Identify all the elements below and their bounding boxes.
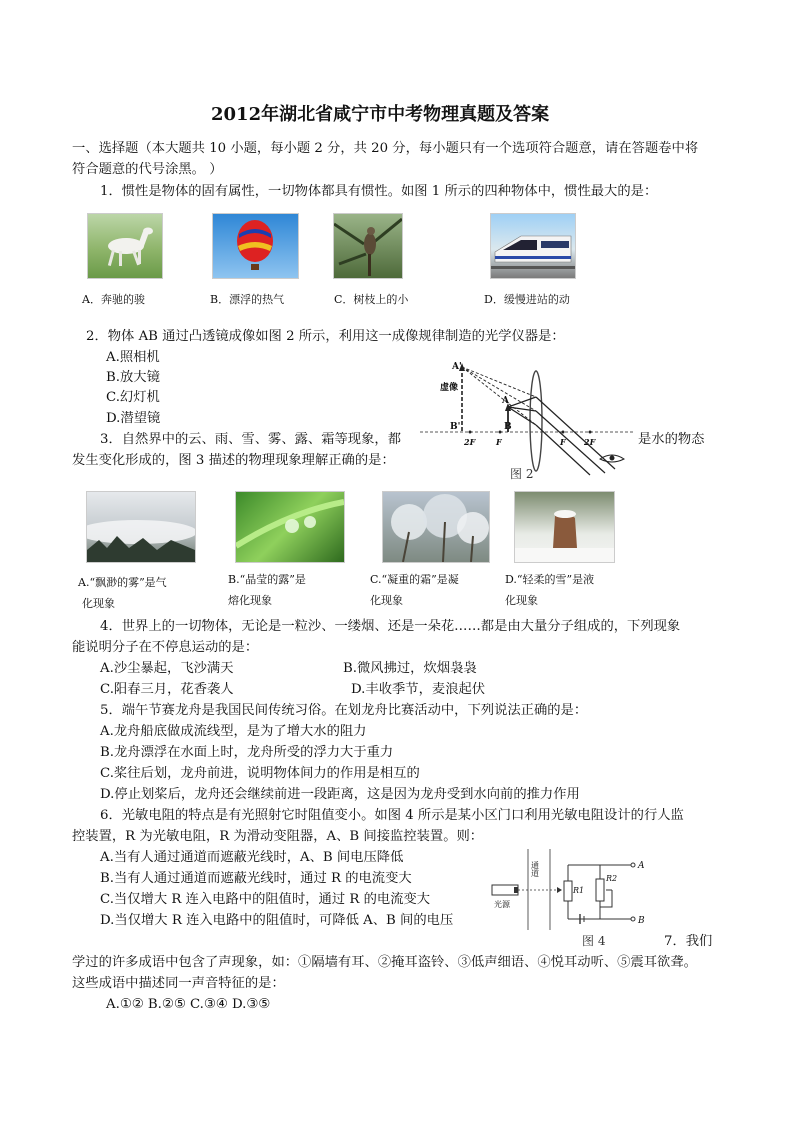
- q2-option-c: C.幻灯机: [106, 390, 160, 405]
- question-6-line1: 6．光敏电阻的特点是有光照射它时阻值变小。如图 4 所示是某小区门口利用光敏电阻设计的行人监: [100, 808, 684, 823]
- fig2-caption: 图 2: [510, 467, 534, 481]
- question-7-line2: 这些成语中描述同一声音特征的是：: [72, 976, 285, 991]
- fog-icon: [87, 492, 195, 562]
- q6-option-c: C.当仅增大 R 连入电路中的阻值时，通过 R 的电流变大: [100, 892, 431, 907]
- question-5-stem: 5．端午节赛龙舟是我国民间传统习俗。在划龙舟比赛活动中，下列说法正确的是：: [100, 703, 588, 718]
- q1-option-a: A．奔驰的骏: [82, 293, 145, 306]
- fig4-label-a: A: [638, 861, 645, 871]
- q3-option-a-line2: 化现象: [82, 597, 115, 610]
- fig4-label-source: 光源: [494, 900, 510, 909]
- question-4-line1: 4．世界上的一切物体，无论是一粒沙、一缕烟、还是一朵花……都是由大量分子组成的，下列现象: [100, 619, 681, 634]
- page-title: 2012年湖北省咸宁市中考物理真题及答案: [211, 104, 550, 125]
- figure-2-lens-diagram: [420, 355, 635, 485]
- q4-option-a: A.沙尘暴起，飞沙满天: [100, 661, 234, 676]
- q3-option-c-line1: C.“凝重的霜”是凝: [370, 573, 459, 586]
- fig2-label-a: A: [502, 396, 509, 406]
- fig4-caption: 图 4: [582, 934, 606, 948]
- frost-photo: [382, 491, 490, 563]
- q4-option-d: D.丰收季节，麦浪起伏: [351, 682, 486, 697]
- q7-options: A.①② B.②⑤ C.③④ D.③⑤: [106, 997, 271, 1012]
- question-7-start: 7．我们: [664, 934, 713, 949]
- fig2-label-f-left: F: [496, 437, 502, 447]
- q6-option-a: A.当有人通过通道而遮蔽光线时，A、B 间电压降低: [100, 850, 404, 865]
- fig2-label-f-right: F: [560, 437, 566, 447]
- section-header-line1: 一、选择题（本大题共 10 小题，每小题 2 分，共 20 分，每小题只有一个选项符合题意，请在答题卷中将: [72, 141, 699, 156]
- fig4-label-channel: 通道: [530, 861, 540, 877]
- q5-option-d: D.停止划桨后，龙舟还会继续前进一段距离，这是因为龙舟受到水向前的推力作用: [100, 787, 580, 802]
- question-2-stem: 2．物体 AB 通过凸透镜成像如图 2 所示，利用这一成像规律制造的光学仪器是：: [86, 329, 565, 344]
- bird-icon: [334, 214, 402, 278]
- snow-rock-icon: [515, 492, 614, 562]
- dew-drop-icon: [236, 492, 344, 562]
- train-photo: [490, 213, 576, 279]
- question-3-line1: 3．自然界中的云、雨、雪、雾、露、霜等现象，都: [100, 432, 401, 447]
- fig2-label-2f-right: 2F: [584, 437, 596, 447]
- fig2-label-2f-left: 2F: [464, 437, 476, 447]
- q2-option-d: D.潜望镜: [106, 411, 161, 426]
- horse-photo: [87, 213, 163, 279]
- q4-option-c: C.阳春三月，花香袭人: [100, 682, 234, 697]
- fig4-label-r1: R1: [573, 886, 585, 895]
- rheostat-r2: [596, 879, 604, 901]
- question-3-line2: 发生变化形成的，图 3 描述的物理现象理解正确的是：: [72, 453, 395, 468]
- question-3-line1-end: 是水的物态: [638, 432, 705, 447]
- fig4-label-r2: R2: [606, 874, 618, 883]
- question-6-line2: 控装置，R 为光敏电阻，R 为滑动变阻器，A、B 间接监控装置。则：: [72, 829, 484, 844]
- q6-option-d: D.当仅增大 R 连入电路中的阻值时，可降低 A、B 间的电压: [100, 913, 454, 928]
- fig2-label-b: B: [504, 422, 512, 432]
- fig2-label-a-prime: A': [452, 362, 462, 372]
- horse-icon: [88, 214, 162, 278]
- question-7-line1: 学过的许多成语中包含了声现象，如：①隔墙有耳、②掩耳盗铃、③低声细语、④悦耳动听、⑤震耳欲聋。: [72, 955, 697, 970]
- hot-air-balloon-photo: [212, 213, 299, 279]
- q5-option-a: A.龙舟船底做成流线型，是为了增大水的阻力: [100, 724, 367, 739]
- bird-on-branch-photo: [333, 213, 403, 279]
- q3-option-a-line1: A.“飘渺的雾”是气: [78, 576, 167, 589]
- dew-photo: [235, 491, 345, 563]
- q2-option-a: A.照相机: [106, 350, 160, 365]
- q3-option-c-line2: 化现象: [370, 594, 403, 607]
- q3-option-d-line2: 化现象: [505, 594, 538, 607]
- balloon-icon: [213, 214, 298, 278]
- q3-option-b-line2: 熔化现象: [228, 594, 272, 607]
- q5-option-c: C.桨往后划，龙舟前进，说明物体间力的作用是相互的: [100, 766, 420, 781]
- q3-option-b-line1: B.“晶莹的露”是: [228, 573, 306, 586]
- q1-option-d: D．缓慢进站的动: [484, 293, 570, 306]
- fog-photo: [86, 491, 196, 563]
- q6-option-b: B.当有人通过通道而遮蔽光线时，通过 R 的电流变大: [100, 871, 412, 886]
- fig2-label-b-prime: B': [450, 422, 461, 432]
- q2-option-b: B.放大镜: [106, 370, 160, 385]
- q1-option-c: C．树枝上的小: [334, 293, 409, 306]
- q4-option-b: B.微风拂过，炊烟袅袅: [343, 661, 477, 676]
- photoresistor-r1: [564, 881, 572, 901]
- fig2-label-virtual: 虚像: [440, 383, 459, 393]
- snow-photo: [514, 491, 615, 563]
- train-icon: [491, 214, 575, 278]
- q1-option-b: B．漂浮的热气: [210, 293, 285, 306]
- figure-4-circuit-diagram: [488, 845, 658, 950]
- section-header-line2: 符合题意的代号涂黑。 ）: [72, 162, 223, 177]
- q5-option-b: B.龙舟漂浮在水面上时，龙舟所受的浮力大于重力: [100, 745, 394, 760]
- frost-tree-icon: [383, 492, 489, 562]
- q3-option-d-line1: D.“轻柔的雪”是液: [505, 573, 595, 586]
- question-1-stem: 1．惯性是物体的固有属性，一切物体都具有惯性。如图 1 所示的四种物体中，惯性最大的是：: [100, 184, 658, 199]
- fig4-label-b: B: [638, 916, 645, 926]
- question-4-line2: 能说明分子在不停息运动的是：: [72, 640, 259, 655]
